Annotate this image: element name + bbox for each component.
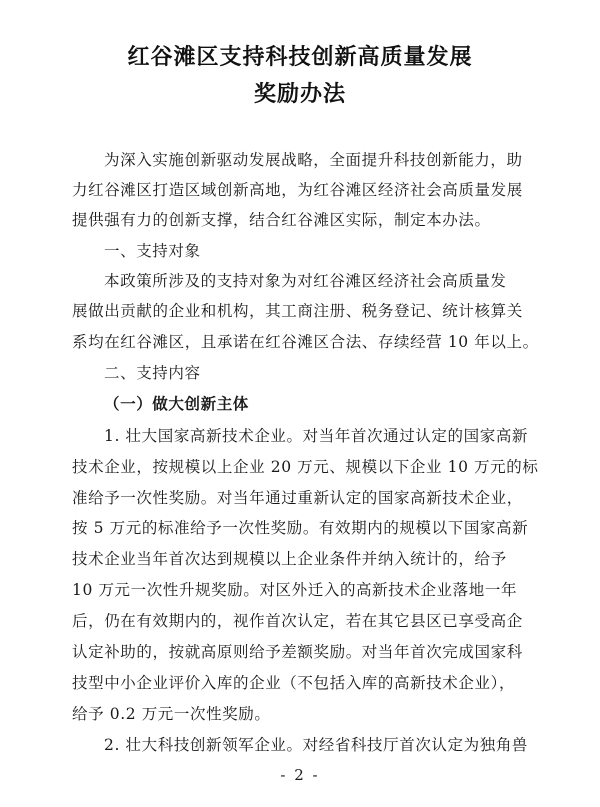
item-1-line-8: 认定补助的，按就高原则给予差额奖励。对当年首次完成国家科 — [72, 643, 523, 661]
subsection-1-heading: （一）做大创新主体 — [104, 395, 249, 413]
section-1-line-3: 系均在红谷滩区，且承诺在红谷滩区合法、存续经营 10 年以上。 — [72, 333, 539, 351]
item-1-line-1: 1. 壮大国家高新技术企业。对当年首次通过认定的国家高新 — [104, 427, 529, 445]
item-1-line-9: 技型中小企业评价入库的企业（不包括入库的高新技术企业）， — [72, 674, 516, 692]
intro-line-2: 力红谷滩区打造区域创新高地，为红谷滩区经济社会高质量发展 — [72, 181, 523, 199]
item-1-line-3: 准给予一次性奖励。对当年通过重新认定的国家高新技术企业， — [72, 489, 523, 507]
item-1-line-2: 技术企业，按规模以上企业 20 万元、规模以下企业 10 万元的标 — [72, 458, 539, 476]
item-1-line-4: 按 5 万元的标准给予一次性奖励。有效期内的规模以下国家高新 — [72, 519, 529, 537]
intro-line-1: 为深入实施创新驱动发展战略，全面提升科技创新能力，助 — [104, 151, 523, 169]
intro-line-3: 提供强有力的创新支撑，结合红谷滩区实际，制定本办法。 — [72, 211, 491, 229]
section-1-line-1: 本政策所涉及的支持对象为对红谷滩区经济社会高质量发 — [104, 272, 507, 290]
item-1-line-10: 给予 0.2 万元一次性奖励。 — [72, 705, 271, 723]
document-title-line-2: 奖励办法 — [253, 82, 346, 107]
item-1-line-6: 10 万元一次性升规奖励。对区外迁入的高新技术企业落地一年 — [72, 581, 518, 599]
section-1-heading: 一、支持对象 — [104, 242, 201, 260]
page-number: - 2 - — [280, 766, 320, 784]
section-1-line-2: 展做出贡献的企业和机构，其工商注册、税务登记、统计核算关 — [72, 302, 523, 320]
item-1-line-7: 后，仍在有效期内的，视作首次认定，若在其它县区已享受高企 — [72, 612, 523, 630]
section-2-heading: 二、支持内容 — [104, 364, 201, 382]
item-2-line-1: 2. 壮大科技创新领军企业。对经省科技厅首次认定为独角兽 — [104, 736, 529, 754]
document-title-line-1: 红谷滩区支持科技创新高质量发展 — [127, 45, 473, 70]
item-1-line-5: 技术企业当年首次达到规模以上企业条件并纳入统计的，给予 — [72, 550, 507, 568]
